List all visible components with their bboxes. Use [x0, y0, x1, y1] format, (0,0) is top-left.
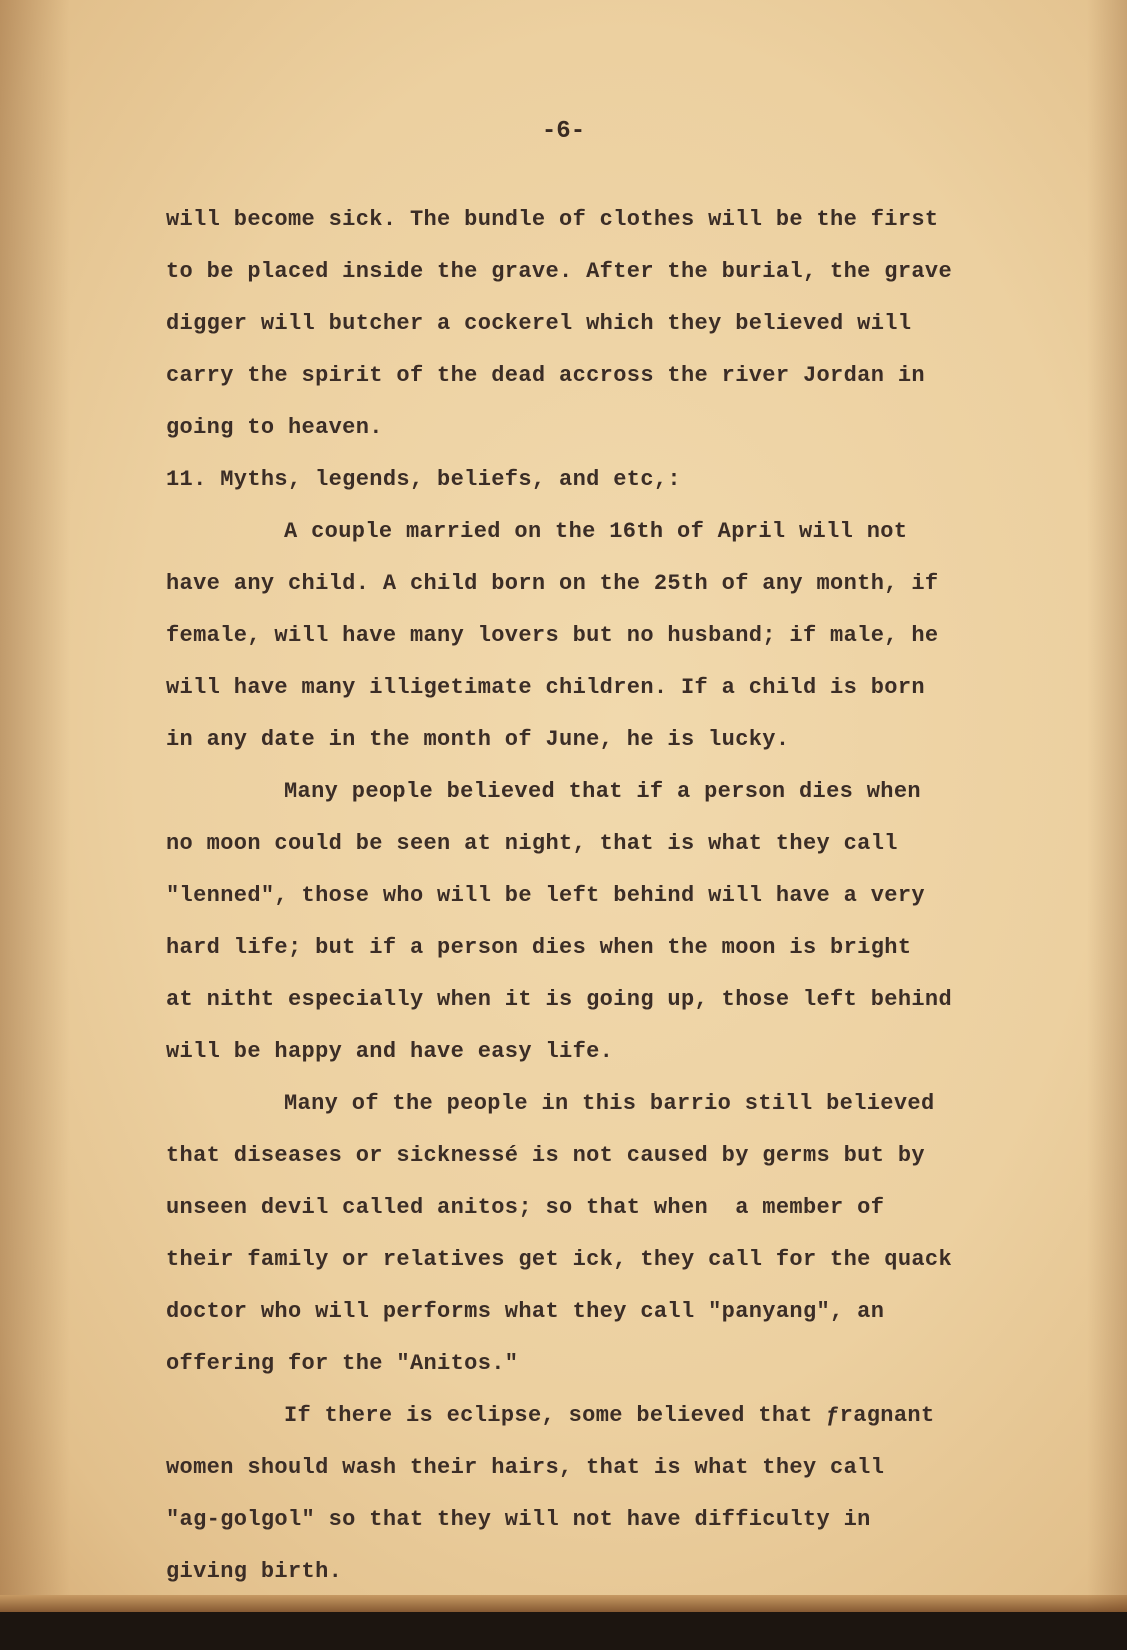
text-line: carry the spirit of the dead accross the river Jordan in [166, 363, 925, 388]
text-line: female, will have many lovers but no husband; if male, he [166, 623, 939, 648]
text-line: digger will butcher a cockerel which they believed will [166, 311, 912, 336]
text-line: "ag-golgol" so that they will not have difficulty in [166, 1507, 871, 1532]
text-line: If there is eclipse, some believed that ƒragnant [284, 1403, 935, 1428]
page-number: -6- [541, 118, 586, 145]
text-line: "lenned", those who will be left behind will have a very [166, 883, 925, 908]
text-line: that diseases or sicknessé is not caused by germs but by [166, 1143, 925, 1168]
text-line: offering for the "Anitos." [166, 1351, 519, 1376]
text-line: at nitht especially when it is going up, those left behind [166, 987, 953, 1012]
text-line: have any child. A child born on the 25th of any month, if [166, 571, 939, 596]
text-line: in any date in the month of June, he is lucky. [166, 727, 790, 752]
body-text [166, 194, 1066, 1598]
text-line: no moon could be seen at night, that is what they call [166, 831, 898, 856]
text-line: A couple married on the 16th of April will not [284, 519, 908, 544]
text-line: hard life; but if a person dies when the moon is bright [166, 935, 912, 960]
text-line: unseen devil called anitos; so that when a member of [166, 1195, 885, 1220]
text-line: to be placed inside the grave. After the burial, the grave [166, 259, 953, 284]
text-line: Many of the people in this barrio still believed [284, 1091, 935, 1116]
text-line: Many people believed that if a person dies when [284, 779, 921, 804]
text-line: their family or relatives get ick, they call for the quack [166, 1247, 953, 1272]
page-bottom-edge [0, 1595, 1127, 1612]
text-line: will be happy and have easy life. [166, 1039, 614, 1064]
section-heading: 11. Myths, legends, beliefs, and etc,: [166, 467, 681, 492]
text-line: women should wash their hairs, that is what they call [166, 1455, 885, 1480]
text-line: will have many illigetimate children. If a child is born [166, 675, 925, 700]
text-line: giving birth. [166, 1559, 343, 1584]
text-line: doctor who will performs what they call "panyang", an [166, 1299, 885, 1324]
text-line: going to heaven. [166, 415, 383, 440]
text-line: will become sick. The bundle of clothes will be the first [166, 207, 939, 232]
